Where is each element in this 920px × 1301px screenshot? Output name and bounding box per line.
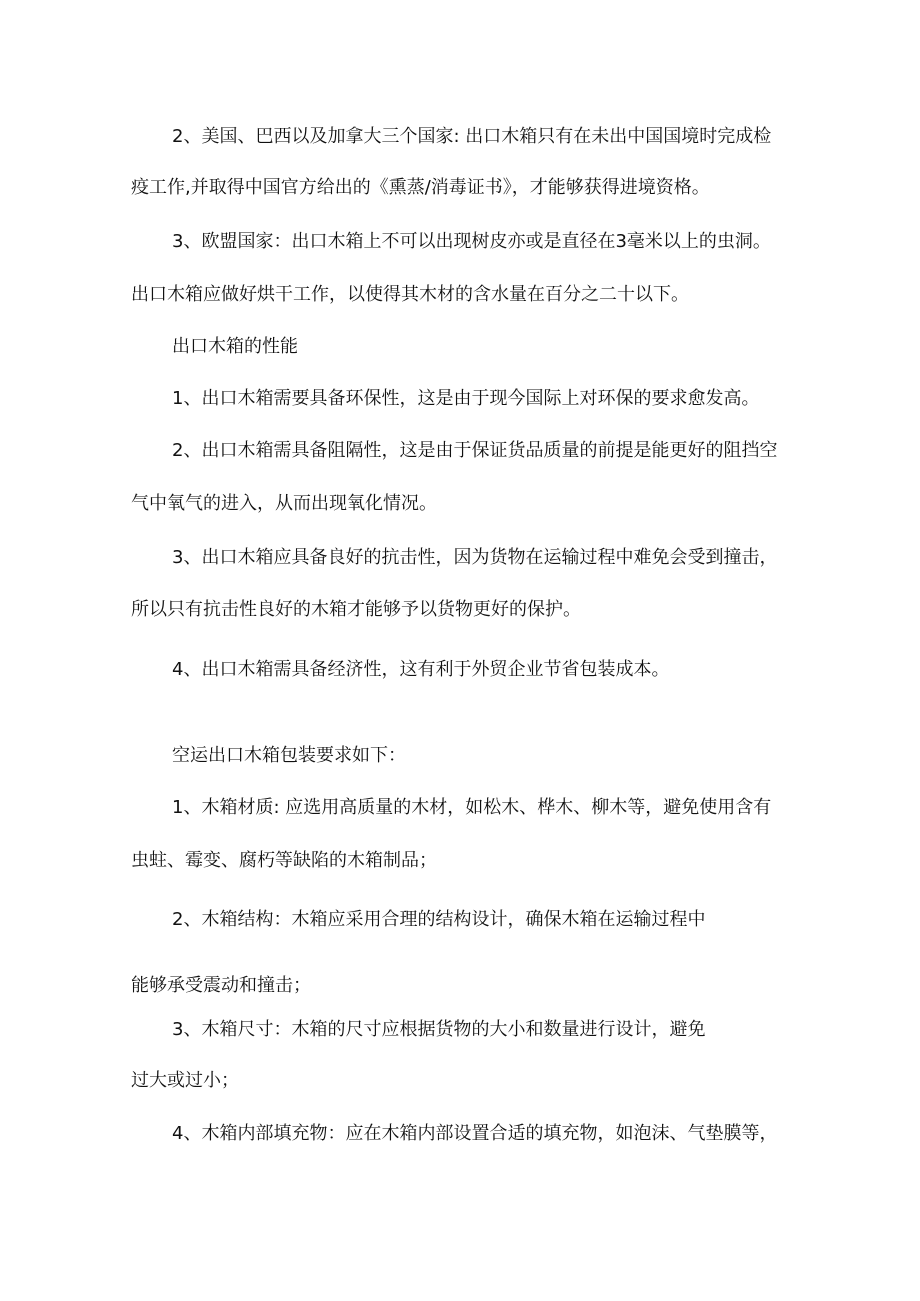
section-heading-air-freight: 空运出口木箱包装要求如下：	[172, 745, 406, 766]
paragraph-line-11: 4、出口木箱需具备经济性，这有利于外贸企业节省包装成本。	[172, 659, 670, 680]
paragraph-line-2: 疫工作,并取得中国官方给出的《熏蒸/消毒证书》，才能够获得进境资格。	[131, 177, 710, 198]
paragraph-line-18: 过大或过小；	[131, 1070, 239, 1091]
paragraph-line-6: 1、出口木箱需要具备环保性，这是由于现今国际上对环保的要求愈发高。	[172, 388, 760, 409]
paragraph-line-14: 虫蛀、霉变、腐朽等缺陷的木箱制品；	[131, 850, 437, 871]
section-heading-performance: 出口木箱的性能	[172, 336, 298, 357]
paragraph-line-13: 1、木箱材质: 应选用高质量的木材，如松木、桦木、柳木等，避免使用含有	[172, 797, 772, 818]
paragraph-line-8: 气中氧气的进入，从而出现氧化情况。	[131, 493, 437, 514]
paragraph-line-4: 出口木箱应做好烘干工作，以使得其木材的含水量在百分之二十以下。	[131, 284, 689, 305]
paragraph-line-17: 3、木箱尺寸：木箱的尺寸应根据货物的大小和数量进行设计，避免	[172, 1019, 706, 1040]
paragraph-line-7: 2、出口木箱需具备阻隔性，这是由于保证货品质量的前提是能更好的阻挡空	[172, 440, 778, 461]
paragraph-line-19: 4、木箱内部填充物：应在木箱内部设置合适的填充物，如泡沫、气垫膜等，	[172, 1123, 778, 1144]
paragraph-line-3: 3、欧盟国家：出口木箱上不可以出现树皮亦或是直径在3毫米以上的虫洞。	[172, 231, 771, 252]
paragraph-line-16: 能够承受震动和撞击；	[131, 975, 311, 996]
paragraph-line-1: 2、美国、巴西以及加拿大三个国家: 出口木箱只有在未出中国国境时完成检	[172, 126, 772, 147]
paragraph-line-9: 3、出口木箱应具备良好的抗击性，因为货物在运输过程中难免会受到撞击，	[172, 547, 778, 568]
paragraph-line-10: 所以只有抗击性良好的木箱才能够予以货物更好的保护。	[131, 599, 581, 620]
paragraph-line-15: 2、木箱结构：木箱应采用合理的结构设计，确保木箱在运输过程中	[172, 909, 706, 930]
